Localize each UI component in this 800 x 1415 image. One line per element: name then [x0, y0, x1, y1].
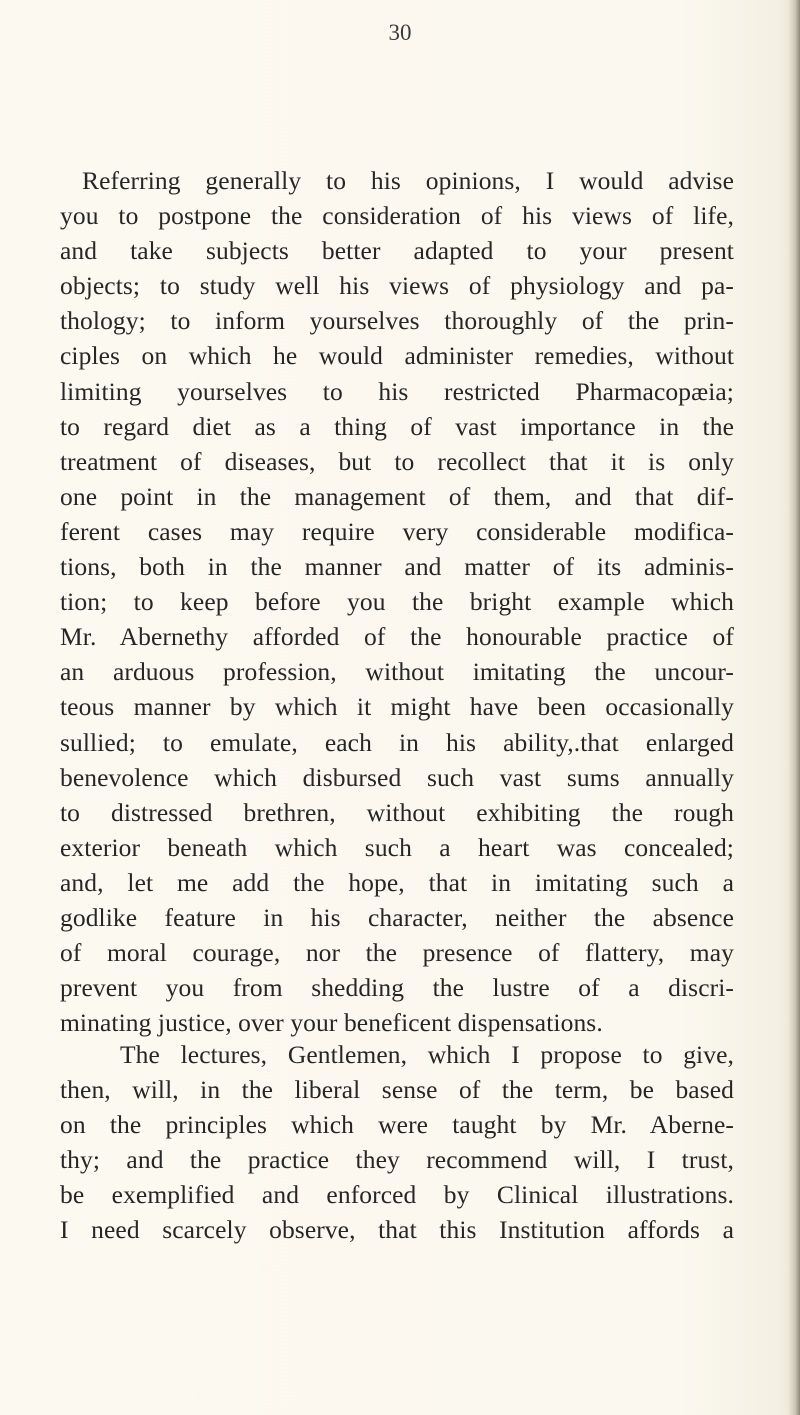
text-line: thology; to inform yourselves thoroughly of the prin- — [60, 306, 734, 336]
text-line: exterior beneath which such a heart was concealed; — [60, 832, 734, 862]
text-line: sullied; to emulate, each in his ability,.that enlarged — [60, 727, 734, 757]
paragraph-1 — [60, 163, 734, 1040]
paragraph-2 — [60, 1037, 734, 1248]
text-line: on the principles which were taught by Mr. Aberne- — [60, 1110, 734, 1140]
text-line: thy; and the practice they recommend will, I trust, — [60, 1145, 734, 1175]
page-edge-shadow — [788, 0, 800, 1415]
text-line: prevent you from shedding the lustre of a discri- — [60, 973, 734, 1003]
text-line: of moral courage, nor the presence of flattery, may — [60, 938, 734, 968]
text-line: Referring generally to his opinions, I would advise — [82, 166, 734, 195]
text-line: an arduous profession, without imitating the uncour- — [60, 657, 734, 687]
text-line: minating justice, over your beneficent dispensations. — [60, 1008, 603, 1038]
text-line: to distressed brethren, without exhibiting the rough — [60, 797, 734, 827]
text-line: and, let me add the hope, that in imitating such a — [60, 867, 734, 897]
text-line: Mr. Abernethy afforded of the honourable practice of — [60, 622, 734, 652]
text-line: I need scarcely observe, that this Institution affords a — [60, 1215, 734, 1245]
text-line: you to postpone the consideration of his views of life, — [60, 201, 734, 231]
text-line: The lectures, Gentlemen, which I propose to give, — [120, 1040, 734, 1069]
text-line: one point in the management of them, and that dif- — [60, 481, 734, 511]
text-line: tions, both in the manner and matter of its adminis- — [60, 552, 734, 582]
text-line: objects; to study well his views of physiology and pa- — [60, 271, 734, 301]
text-line: godlike feature in his character, neither the absence — [60, 902, 734, 932]
text-line: and take subjects better adapted to your present — [60, 236, 734, 266]
text-line: tion; to keep before you the bright example which — [60, 587, 734, 617]
text-line: to regard diet as a thing of vast importance in the — [60, 411, 734, 441]
text-line: be exemplified and enforced by Clinical illustrations. — [60, 1180, 734, 1210]
text-line: then, will, in the liberal sense of the term, be based — [60, 1075, 734, 1105]
text-line: limiting yourselves to his restricted Pharmacopæia; — [60, 376, 734, 406]
text-line: ciples on which he would administer remedies, without — [60, 341, 734, 371]
text-line: treatment of diseases, but to recollect that it is only — [60, 446, 734, 476]
text-line: ferent cases may require very considerable modifica- — [60, 516, 734, 546]
page-number: 30 — [388, 20, 412, 45]
text-line: teous manner by which it might have been occasionally — [60, 692, 734, 722]
text-line: benevolence which disbursed such vast sums annually — [60, 762, 734, 792]
